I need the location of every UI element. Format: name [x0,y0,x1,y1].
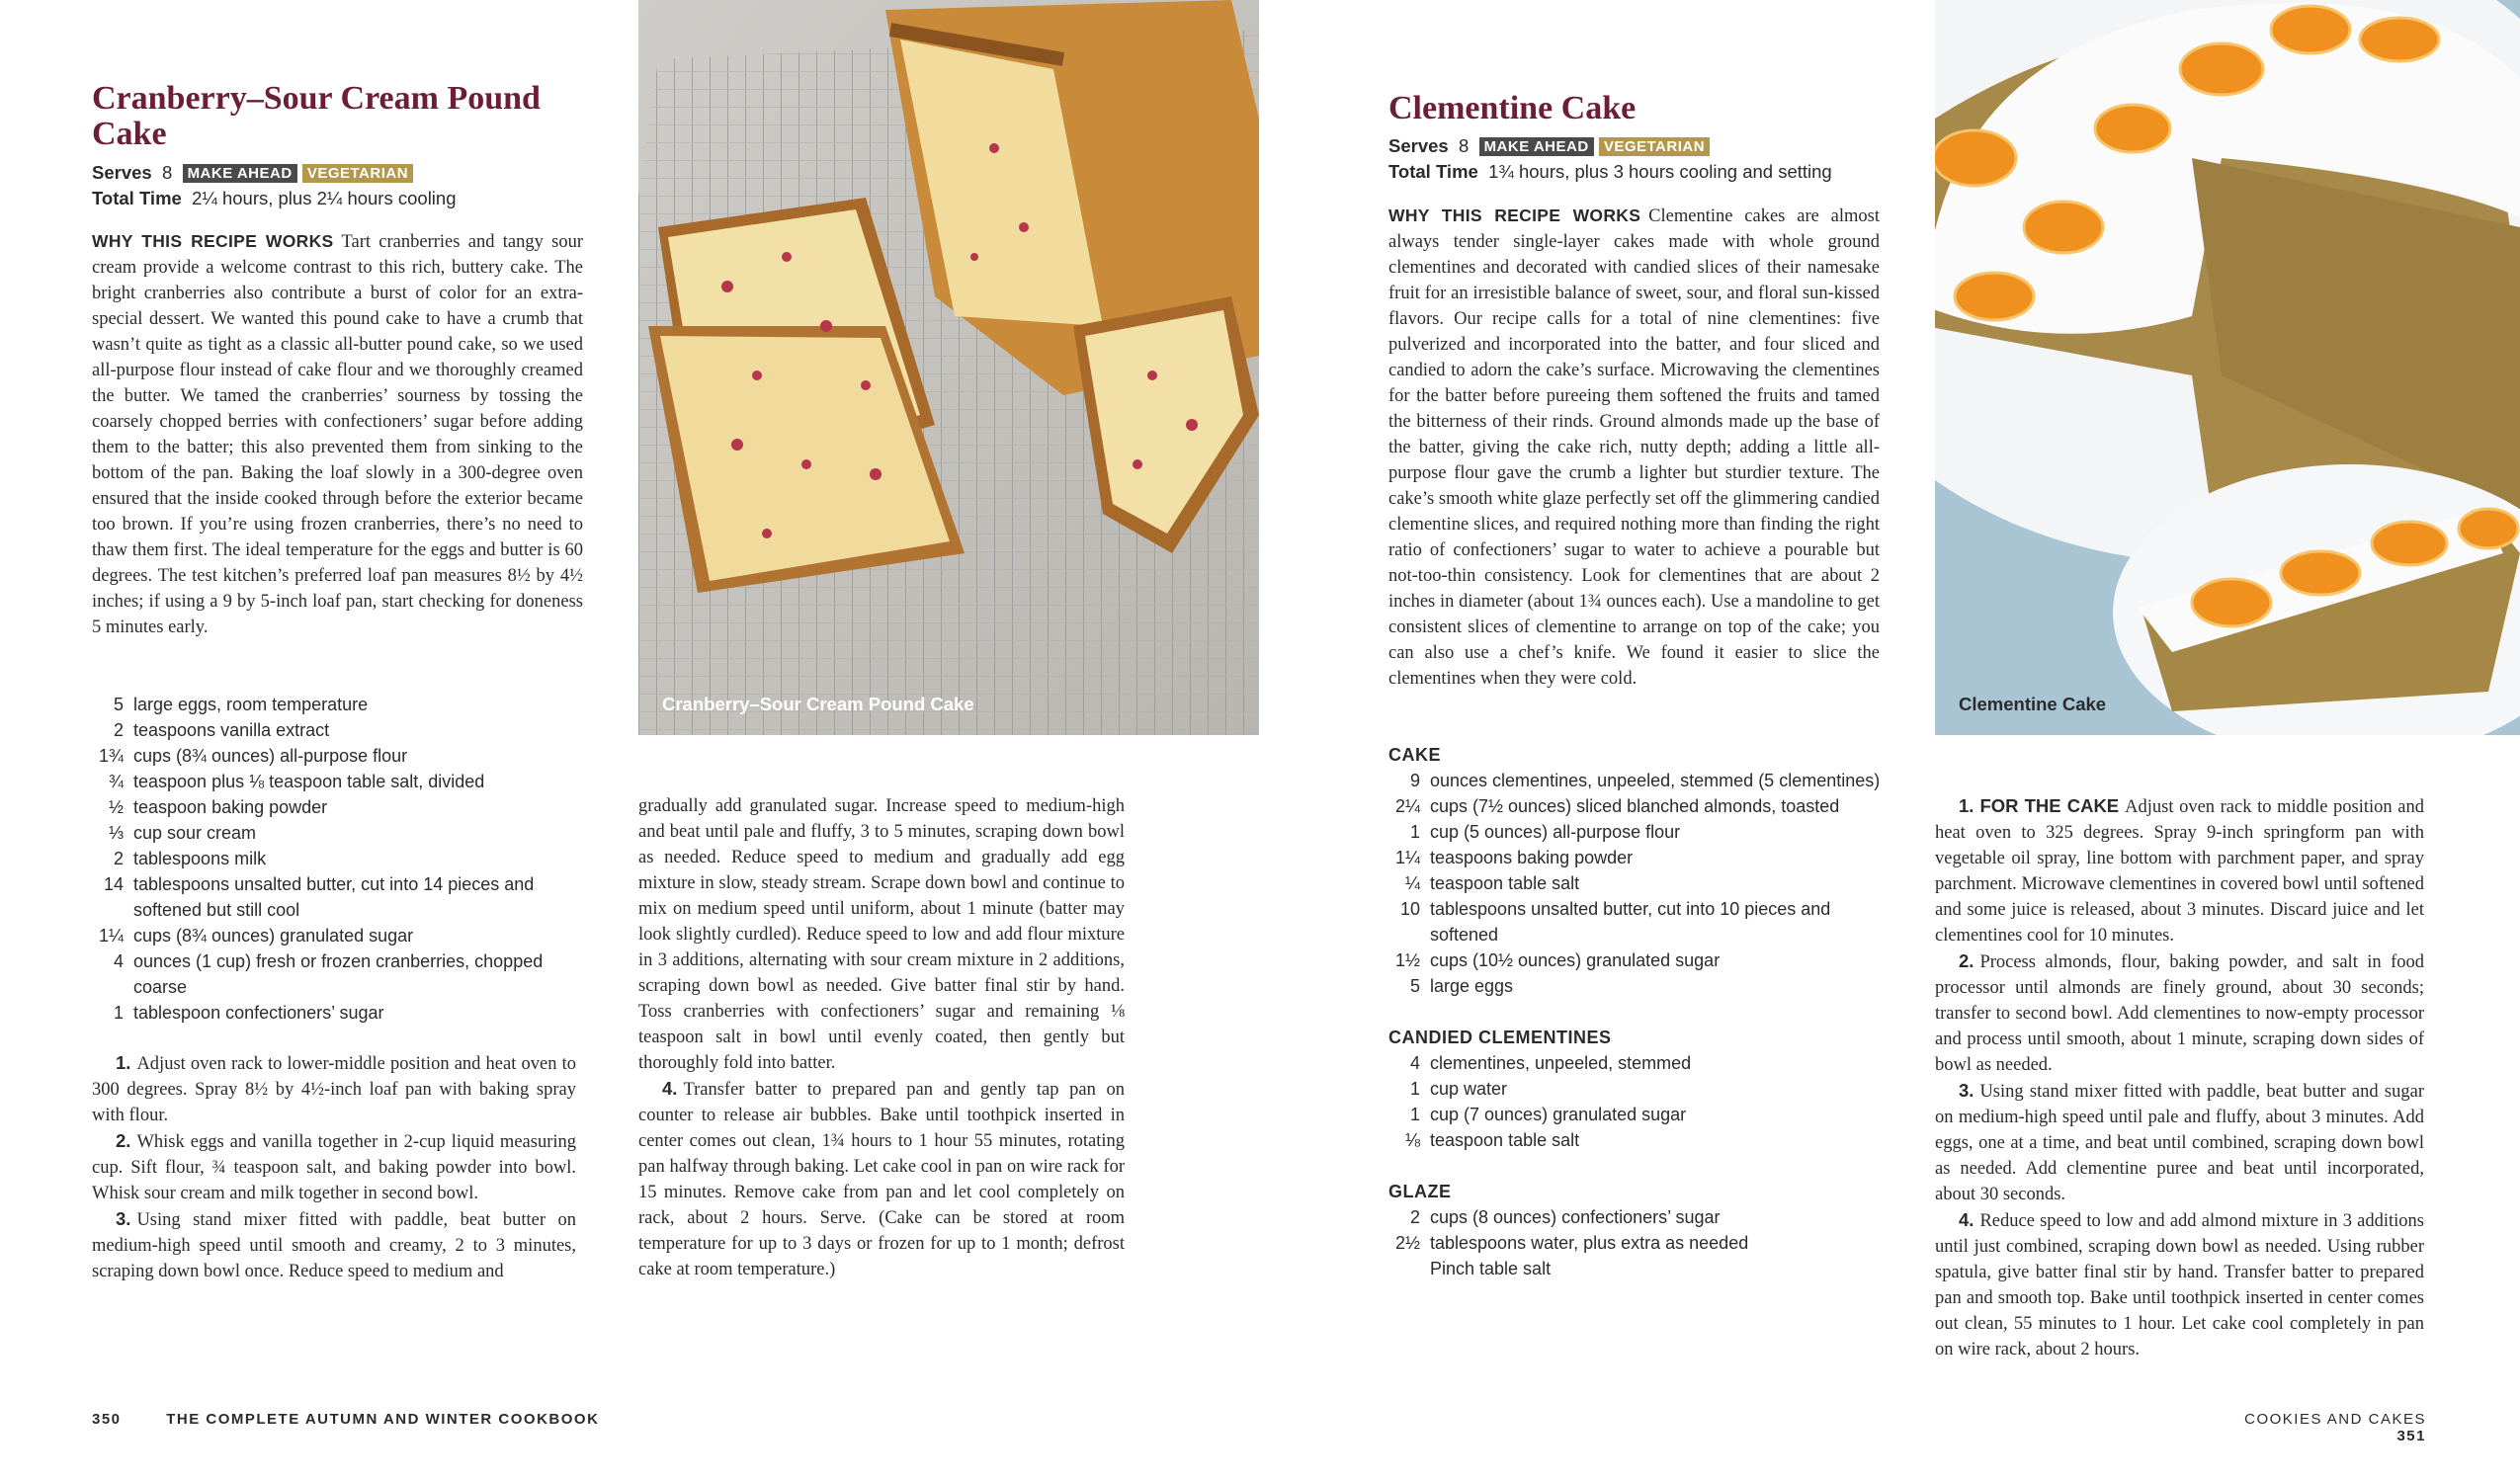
ingredient-row [1388,768,1883,793]
ingredient-qty: 2 [113,849,124,868]
ingredient-desc: cup (7 ounces) granulated sugar [1430,1105,1687,1124]
ingredient-group-heading: GLAZE [1388,1182,1452,1201]
ingredient-desc: cups (8¾ ounces) granulated sugar [133,926,414,946]
footer-right [2199,1411,2426,1444]
ingredient-row [1388,1127,1883,1153]
ingredient-row [92,743,586,769]
ingredient-desc: teaspoons vanilla extract [133,720,330,740]
ingredient-row [92,871,586,923]
ingredient-row [1388,1256,1883,1281]
step-number: 2. [116,1130,131,1151]
step [1935,1207,2424,1362]
ingredient-qty: 5 [113,695,124,714]
ingredient-qty: 1 [1409,822,1420,842]
ingredient-group-heading: CAKE [1388,745,1442,765]
step-number: 3. [116,1208,131,1229]
ingredient-row [1388,973,1883,999]
footer-left [92,1411,599,1428]
ingredient-row [92,794,586,820]
ingredient-qty: 2½ [1394,1233,1420,1253]
ingredient-row [92,769,586,794]
step [1935,1078,2424,1207]
ingredient-qty: 4 [1409,1053,1420,1073]
step [1935,948,2424,1078]
pound-cake-photo [638,0,1259,735]
ingredient-row [1388,1050,1883,1076]
ingredient-list [92,692,586,1026]
ingredient-qty [1388,1256,1420,1281]
step [92,1128,576,1206]
why-label: WHY THIS RECIPE WORKS [1388,206,1641,225]
ingredient-row [92,1000,586,1026]
step-number: 3. [1959,1080,1974,1101]
ingredient-row [92,923,586,948]
ingredient-desc: teaspoons baking powder [1430,848,1634,867]
steps-column-1 [92,1050,576,1284]
ingredient-desc: ounces clementines, unpeeled, stemmed (5 clementines) [1430,771,1881,790]
ingredient-row [1388,1204,1883,1230]
ingredient-desc: teaspoon baking powder [133,797,328,817]
step-text: Reduce speed to low and add almond mixture in 3 additions until just combined, scraping down bowl as needed. Using rubber spatula, give batter final stir by hand. Transfer batter to prepared pan and smooth top. Bake until toothpick inserted in center comes out clean, 55 minutes to 1 hour. Let cake cool completely in pan on wire rack, about 2 hours. [1935,1211,2424,1359]
ingredient-desc: large eggs, room temperature [133,695,369,714]
ingredient-desc: tablespoons water, plus extra as needed [1430,1233,1749,1253]
total-time-label: Total Time [92,188,182,208]
ingredient-desc: cup water [1430,1079,1508,1099]
why-text: Tart cranberries and tangy sour cream provide a welcome contrast to this rich, buttery cake. The bright cranberries also contribute a burst of color for an extra-special dessert. We wanted this pound cake to have a crumb that wasn’t quite as tight as a classic all-butter pound cake, so we used all-purpose flour instead of cake flour and we thoroughly creamed the butter. We tamed the cranberries’ sourness by tossing the coarsely chopped berries with confectioners’ sugar before adding them to the batter; this also prevented them from sinking to the bottom of the pan. Baking the loaf slowly in a 300-degree oven ensured that the inside cooked through before the exterior became too brown. If you’re using frozen cranberries, there’s no need to thaw them first. The ideal temperature for the eggs and butter is 60 degrees. The test kitchen’s preferred loaf pan measures 8½ by 4½ inches; if using a 9 by 5-inch loaf pan, start checking for doneness 5 minutes early. [92,232,583,637]
total-time-line [92,186,606,211]
ingredient-desc: teaspoon table salt [1430,1130,1580,1150]
ingredient-qty: 1½ [1394,950,1420,970]
recipe-title-clementine-cake: Clementine Cake [1388,90,1637,126]
ingredient-qty: ¼ [1404,873,1420,893]
ingredient-qty: 1¼ [1394,848,1420,867]
ingredient-qty: 1¼ [98,926,124,946]
serves-label: Serves [1388,135,1449,156]
ingredient-qty: 1¾ [98,746,124,766]
ingredient-row [92,948,586,1000]
ingredient-list [1388,742,1883,1281]
ingredient-qty: 4 [113,951,124,971]
serves-line [1388,133,1902,159]
ingredient-qty: ⅛ [1404,1130,1420,1150]
pound-cake-image [638,0,1259,735]
ingredient-desc: tablespoons unsalted butter, cut into 10 pieces and softened [1430,899,1831,945]
ingredient-desc: teaspoon table salt [1430,873,1580,893]
page-number: 350 [92,1411,122,1428]
step-text: Process almonds, flour, baking powder, and salt in food processor until almonds are finely ground, about 30 seconds; transfer to second bowl. Add clementines to now-empty processor and process until smooth, about 1 minute, scraping down sides of bowl as needed. [1935,952,2424,1075]
total-time-value: 1¾ hours, plus 3 hours cooling and setting [1488,161,1832,182]
section-title: COOKIES AND CAKES [2244,1411,2426,1428]
ingredient-row [1388,1076,1883,1102]
ingredient-row [1388,819,1883,845]
ingredient-qty: ¾ [108,772,124,791]
ingredient-row [1388,1230,1883,1256]
why-text: Clementine cakes are almost always tender single-layer cakes made with whole ground clementines and decorated with candied slices of their namesake fruit for an irresistible balance of sweet, sour, and floral sun-kissed flavors. Our recipe calls for a total of nine clementines: five pulverized and incorporated into the batter, and four sliced and candied to adorn the cake’s surface. Microwaving the clementines for the batter before pureeing them softened the fruits and tamed the bitterness of their rinds. Ground almonds made up the base of the batter, giving the cake rich, nutty depth; adding a little all-purpose flour gave the crumb a lighter but sturdier texture. The cake’s smooth white glaze perfectly set off the glimmering candied clementine slices, and required nothing more than finding the right ratio of confectioners’ sugar to water to achieve a pourable but not-too-thin consistency. Look for clementines that are about 2 inches in diameter (about 1¾ ounces each). Use a mandoline to get consistent slices of clementine to arrange on top of the cake; you can also use a chef’s knife. We found it easier to slice the clementines when they were cold. [1388,206,1880,689]
total-time-label: Total Time [1388,161,1478,182]
step-number: 1. [1959,795,1974,816]
ingredient-row [92,846,586,871]
ingredient-qty: 2 [1409,1207,1420,1227]
ingredient-desc: large eggs [1430,976,1514,996]
clementine-cake-photo [1935,0,2520,735]
clementine-cake-image [1935,0,2520,735]
ingredient-row [1388,947,1883,973]
photo-caption: Cranberry–Sour Cream Pound Cake [662,694,974,714]
ingredient-desc: Pinch table salt [1430,1259,1552,1278]
ingredient-qty: 9 [1409,771,1420,790]
step-text: Transfer batter to prepared pan and gently tap pan on counter to release air bubbles. Bake until toothpick inserted in center comes out clean, 1¾ hours to 1 hour 55 minutes, rotating pan halfway through baking. Let cake cool in pan on wire rack for 15 minutes. Remove cake from pan and let cool completely on rack, about 2 hours. Serve. (Cake can be stored at room temperature for up to 3 days or frozen for up to 1 month; defrost cake at room temperature.) [638,1080,1125,1279]
ingredient-row [1388,1102,1883,1127]
ingredient-desc: cups (7½ ounces) sliced blanched almonds, toasted [1430,796,1840,816]
ingredient-desc: cup (5 ounces) all-purpose flour [1430,822,1681,842]
step-number: 1. [116,1052,131,1073]
ingredient-desc: cup sour cream [133,823,257,843]
step-number: 4. [1959,1209,1974,1230]
step-text: Whisk eggs and vanilla together in 2-cup liquid measuring cup. Sift flour, ¾ teaspoon salt, and baking powder into bowl. Whisk sour cream and milk together in second bowl. [92,1132,576,1203]
total-time-line [1388,159,1902,185]
photo-caption: Clementine Cake [1959,694,2107,714]
ingredient-qty: 5 [1409,976,1420,996]
steps-column [1935,793,2424,1362]
ingredient-qty: 2¼ [1394,796,1420,816]
ingredient-desc: tablespoons milk [133,849,267,868]
step [638,1076,1125,1282]
step-text: Adjust oven rack to lower-middle position and heat oven to 300 degrees. Spray 8½ by 4½-inch loaf pan with baking spray with flour. [92,1054,576,1125]
ingredient-group-heading: CANDIED CLEMENTINES [1388,1028,1612,1047]
ingredient-qty: 1 [1409,1079,1420,1099]
why-label: WHY THIS RECIPE WORKS [92,231,334,251]
ingredient-qty: 1 [113,1003,124,1023]
total-time-value: 2¼ hours, plus 2¼ hours cooling [192,188,457,208]
ingredient-desc: cups (8¾ ounces) all-purpose flour [133,746,408,766]
ingredient-qty: 2 [113,720,124,740]
book-title: THE COMPLETE AUTUMN AND WINTER COOKBOOK [166,1411,600,1428]
ingredient-desc: clementines, unpeeled, stemmed [1430,1053,1692,1073]
ingredient-qty: 10 [1399,899,1420,919]
ingredient-qty: ⅓ [108,823,124,843]
make-ahead-badge: MAKE AHEAD [183,164,297,183]
ingredient-row [92,820,586,846]
step [92,1206,576,1284]
vegetarian-badge: VEGETARIAN [302,164,413,183]
why-this-recipe-works [92,228,583,640]
page-number: 351 [2396,1428,2426,1444]
ingredient-desc: teaspoon plus ⅛ teaspoon table salt, divided [133,772,485,791]
ingredient-desc: cups (10½ ounces) granulated sugar [1430,950,1721,970]
serves-line [92,160,606,186]
ingredient-row [1388,870,1883,896]
step-text: Using stand mixer fitted with paddle, beat butter and sugar on medium-high speed until pale and fluffy, about 3 minutes. Add eggs, one at a time, and beat until combined, scraping down bowl as needed. Add clementine puree and beat until incorporated, about 30 seconds. [1935,1082,2424,1204]
step [638,793,1125,1076]
ingredient-desc: tablespoon confectioners’ sugar [133,1003,384,1023]
make-ahead-badge: MAKE AHEAD [1479,137,1594,156]
step [1935,793,2424,948]
ingredient-qty: ½ [108,797,124,817]
step-lead: FOR THE CAKE [1979,795,2120,816]
ingredient-desc: cups (8 ounces) confectioners’ sugar [1430,1207,1721,1227]
step-text: Using stand mixer fitted with paddle, beat butter on medium-high speed until smooth and creamy, 2 to 3 minutes, scraping down bowl once. Reduce speed to medium and [92,1210,576,1281]
serves-label: Serves [92,162,152,183]
ingredient-desc: tablespoons unsalted butter, cut into 14 pieces and softened but still cool [133,874,535,920]
ingredient-row [1388,896,1883,947]
step-text: Adjust oven rack to middle position and heat oven to 325 degrees. Spray 9-inch springform pan with vegetable oil spray, line bottom with parchment paper, and spray parchment. Microwave clementines in covered bowl until softened and some juice is released, about 3 minutes. Discard juice and let clementines cool for 10 minutes. [1935,797,2424,946]
step-text: gradually add granulated sugar. Increase speed to medium-high and beat until pale and fluffy, 3 to 5 minutes, scraping down bowl as needed. Reduce speed to medium and gradually add egg mixture in slow, steady stream. Scrape down bowl and continue to mix on medium speed until uniform, about 1 minute (batter may look slightly curdled). Reduce speed to low and add flour mixture in 3 additions, alternating with sour cream mixture in 2 additions, scraping down bowl as needed. Give batter final stir by hand. Toss cranberries with confectioners’ sugar and remaining ⅛ teaspoon salt in bowl until evenly coated, then gently but thoroughly fold into batter. [638,796,1125,1073]
ingredient-row [92,717,586,743]
ingredient-row [92,692,586,717]
steps-column-2 [638,793,1125,1282]
step [92,1050,576,1128]
step-number: 2. [1959,950,1974,971]
ingredient-desc: ounces (1 cup) fresh or frozen cranberries, chopped coarse [133,951,544,997]
ingredient-row [1388,793,1883,819]
why-this-recipe-works [1388,203,1880,692]
serves-value: 8 [161,162,173,183]
recipe-title-pound-cake: Cranberry–Sour Cream Pound Cake [92,80,541,152]
ingredient-row [1388,845,1883,870]
ingredient-qty: 1 [1409,1105,1420,1124]
serves-value: 8 [1458,135,1470,156]
step-number: 4. [662,1078,678,1099]
vegetarian-badge: VEGETARIAN [1599,137,1710,156]
ingredient-qty: 14 [103,874,124,894]
